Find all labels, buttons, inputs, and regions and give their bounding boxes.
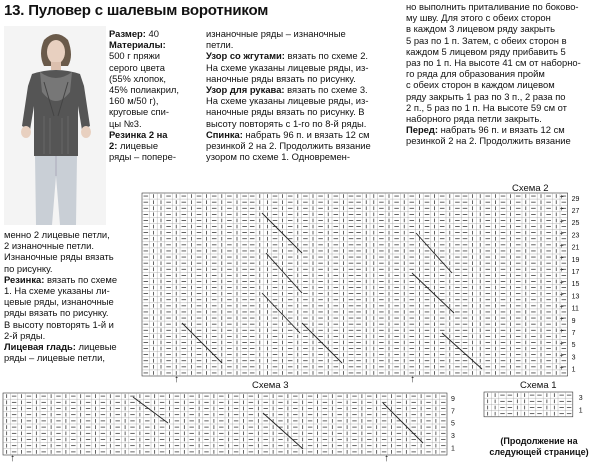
text-run: набрать 96 п. и вязать 12 см xyxy=(245,128,370,140)
text-run: 2 п., 5 раз по 1 п. На высоте 59 см от xyxy=(406,101,567,113)
text-line xyxy=(206,129,371,140)
text-run: В высоту повторять 1-й и xyxy=(4,318,114,330)
column2-text xyxy=(206,28,371,162)
text-line xyxy=(406,79,581,90)
text-run: узором по схеме 1. Одновремен- xyxy=(206,151,350,163)
text-run: На схеме указаны лицевые ряды, из- xyxy=(206,61,369,73)
text-line xyxy=(406,102,581,113)
text-run: круговые спи- xyxy=(109,106,169,118)
plus-mark: + xyxy=(559,316,564,323)
row-label: 27 xyxy=(571,207,580,215)
row-label: 1 xyxy=(578,407,583,415)
row-label: 19 xyxy=(571,256,580,264)
text-line xyxy=(4,307,117,318)
text-line xyxy=(206,140,371,151)
row-label: 29 xyxy=(571,195,580,203)
plus-mark: + xyxy=(559,328,564,336)
bold-heading: Узор для рукава: xyxy=(206,84,288,96)
text-line xyxy=(206,151,371,162)
text-run: раз по 1 п. На высоте 41 см от наборно- xyxy=(406,57,581,69)
plus-mark: + xyxy=(559,206,564,214)
row-label: 9 xyxy=(451,395,455,403)
text-line xyxy=(206,84,371,95)
plus-mark: + xyxy=(559,364,564,372)
scheme2-grid xyxy=(142,193,568,376)
text-run: 5 раз по 1 п. Затем, с обеих сторон в xyxy=(406,34,567,46)
text-run: 1. На схеме указаны ли- xyxy=(4,285,110,297)
scheme1-row-labels xyxy=(579,395,583,414)
row-label: 1 xyxy=(451,445,455,453)
text-run: 2-й ряды. xyxy=(4,329,46,341)
cable-cross-line xyxy=(302,323,342,363)
plus-mark: + xyxy=(559,255,564,262)
text-run: вязать по схеме xyxy=(46,273,118,285)
bold-heading: Резинка: xyxy=(4,273,47,285)
cable-cross-line xyxy=(383,403,423,443)
text-line xyxy=(109,50,179,61)
text-line xyxy=(4,319,117,330)
plus-mark: + xyxy=(559,303,564,311)
plus-mark: + xyxy=(559,242,564,250)
text-line xyxy=(4,330,117,341)
cable-cross-line xyxy=(442,333,482,369)
text-line xyxy=(109,28,179,39)
text-run: 40 xyxy=(148,28,159,39)
plus-mark: + xyxy=(559,194,564,201)
cable-cross-line xyxy=(133,397,168,423)
text-run: (55% хлопок, xyxy=(109,72,166,84)
text-line xyxy=(4,352,117,363)
text-run: менно 2 лицевые петли, xyxy=(4,229,110,240)
scheme1-grid xyxy=(484,392,573,417)
bold-heading: Материалы: xyxy=(109,39,166,51)
cable-cross-line xyxy=(263,413,303,449)
scheme1-title: Схема 1 xyxy=(520,380,557,391)
text-run: ряды – лицевые петли, xyxy=(4,352,105,364)
plus-mark: + xyxy=(559,267,564,275)
cable-cross-line xyxy=(182,323,222,363)
column1-bottom-text xyxy=(4,229,117,363)
plus-mark: + xyxy=(559,352,564,360)
text-run: ряды – попере- xyxy=(109,151,176,163)
text-run: 160 м/50 г), xyxy=(109,95,159,107)
text-line xyxy=(206,28,371,39)
text-run: каждом 5 лицевом ряду прибавить 5 xyxy=(406,45,566,57)
bold-heading: Резинка 2 на xyxy=(109,128,168,140)
text-line xyxy=(206,106,371,117)
text-line xyxy=(109,39,179,50)
text-line xyxy=(109,140,179,151)
cable-cross-line xyxy=(416,233,452,273)
row-label: 11 xyxy=(571,305,579,313)
plus-mark: + xyxy=(559,340,564,348)
text-line xyxy=(206,50,371,61)
row-label: 5 xyxy=(451,420,455,428)
text-run: му шву. Для этого с обеих сторон xyxy=(406,12,551,24)
cable-cross-line xyxy=(266,253,302,293)
scheme1-chart xyxy=(484,392,596,418)
text-line xyxy=(206,62,371,73)
row-label: 9 xyxy=(571,317,576,325)
row-label: 17 xyxy=(571,268,580,276)
continuation-note xyxy=(480,436,598,458)
text-line xyxy=(406,135,581,146)
text-run: серого цвета xyxy=(109,61,165,73)
bold-heading: 2: xyxy=(109,140,120,152)
plus-mark: + xyxy=(559,218,564,226)
text-line xyxy=(109,151,179,162)
text-run: цы №3. xyxy=(109,117,142,129)
text-run: вязать по схеме 2. xyxy=(287,50,369,62)
continuation-line-1: (Продолжение на xyxy=(500,436,578,446)
text-run: вязать по схеме 3. xyxy=(287,84,368,96)
scheme2-title: Схема 2 xyxy=(512,183,549,194)
bold-heading: Размер: xyxy=(109,28,149,39)
bold-heading: Спинка: xyxy=(206,128,246,140)
row-label: 3 xyxy=(571,354,576,362)
text-run: Изнаночные ряды вязать xyxy=(4,251,114,263)
text-line xyxy=(109,73,179,84)
scheme3-chart xyxy=(3,393,471,457)
text-run: изнаночные ряды – изнаночные xyxy=(206,28,346,39)
text-line xyxy=(406,91,581,102)
row-label: 3 xyxy=(578,394,583,402)
text-run: лицевые xyxy=(119,140,159,152)
row-label: 3 xyxy=(451,433,455,441)
text-line xyxy=(109,106,179,117)
plus-mark: + xyxy=(559,291,564,299)
cable-cross-line xyxy=(262,213,302,253)
row-label: 23 xyxy=(571,232,580,240)
text-line xyxy=(4,274,117,285)
continuation-line-2: следующей странице) xyxy=(489,447,589,457)
text-line xyxy=(406,23,581,34)
text-run: набрать 96 п. и вязать 12 см xyxy=(440,124,565,136)
scheme2-row-labels xyxy=(572,196,580,374)
text-run: но выполнить приталивание по боково- xyxy=(406,1,579,12)
text-line xyxy=(4,229,117,240)
text-line xyxy=(4,341,117,352)
column1-top-text xyxy=(109,28,179,162)
row-label: 21 xyxy=(571,244,580,252)
scheme3-title: Схема 3 xyxy=(252,380,289,391)
text-run: резинкой 2 на 2. Продолжить вязание xyxy=(206,140,371,152)
text-line xyxy=(406,46,581,57)
bold-heading: Лицевая гладь: xyxy=(4,341,79,353)
text-line xyxy=(406,35,581,46)
row-label: 15 xyxy=(571,281,580,289)
row-label: 7 xyxy=(451,408,455,416)
bold-heading: Перед: xyxy=(406,124,441,136)
text-line xyxy=(406,12,581,23)
text-line xyxy=(206,95,371,106)
text-line xyxy=(206,73,371,84)
page-title: 13. Пуловер с шалевым воротником xyxy=(4,2,269,19)
scheme3-grid xyxy=(3,393,447,455)
text-run: петли. xyxy=(206,39,234,51)
text-run: наборного ряда петли закрыть. xyxy=(406,113,542,125)
text-line xyxy=(109,95,179,106)
text-line xyxy=(4,251,117,262)
text-run: ряды вязать по рисунку. xyxy=(4,307,109,319)
text-run: по рисунку. xyxy=(4,262,53,274)
text-run: наночные ряды вязать по рисунку. xyxy=(206,72,356,84)
arrow-up-icon: ↑ xyxy=(10,453,15,464)
scheme2-chart xyxy=(142,193,598,377)
plus-mark: + xyxy=(559,230,564,238)
text-line xyxy=(109,62,179,73)
column3-text xyxy=(406,1,581,147)
text-run: 2 изнаночные петли. xyxy=(4,240,94,252)
woman-in-pullover-image xyxy=(4,26,106,225)
text-run: в каждом 3 лицевом ряду закрыть xyxy=(406,23,555,35)
text-run: цевые ряды, изнаночные xyxy=(4,296,114,308)
text-run: наночные ряды вязать по рисунку. В xyxy=(206,106,365,118)
text-line xyxy=(109,129,179,140)
row-label: 13 xyxy=(571,293,580,301)
text-line xyxy=(4,240,117,251)
text-run: 500 г пряжи xyxy=(109,50,161,62)
row-label: 5 xyxy=(571,342,576,350)
arrow-up-icon: ↑ xyxy=(384,453,389,464)
bold-heading: Узор со жгутами: xyxy=(206,50,288,62)
text-line xyxy=(406,124,581,135)
text-line xyxy=(4,285,117,296)
text-run: с обеих сторон в каждом лицевом xyxy=(406,79,555,91)
text-run: резинкой 2 на 2. Продолжить вязание xyxy=(406,135,571,147)
text-line xyxy=(4,263,117,274)
text-run: го ряда для образования пройм xyxy=(406,68,545,80)
text-line xyxy=(406,57,581,68)
plus-mark: + xyxy=(559,279,564,287)
cable-cross-line xyxy=(412,273,454,313)
text-run: 45% полиакрил, xyxy=(109,84,180,96)
text-line xyxy=(206,118,371,129)
row-label: 1 xyxy=(571,366,576,374)
text-run: высоту повторять с 1-го по 8-й ряды. xyxy=(206,117,367,129)
text-line xyxy=(206,39,371,50)
text-line xyxy=(4,296,117,307)
text-line xyxy=(109,118,179,129)
text-line xyxy=(406,68,581,79)
text-line xyxy=(406,113,581,124)
text-run: На схеме указаны лицевые ряды, из- xyxy=(206,95,369,107)
scheme3-row-labels xyxy=(451,396,455,453)
text-run: лицевые xyxy=(78,341,117,353)
arrow-up-icon: ↑ xyxy=(410,374,415,385)
row-label: 7 xyxy=(571,329,576,337)
model-photo xyxy=(4,26,106,225)
arrow-up-icon: ↑ xyxy=(174,374,179,385)
text-line xyxy=(109,84,179,95)
text-run: ряду закрыть 1 раз по 3 п., 2 раза по xyxy=(406,90,566,102)
row-label: 25 xyxy=(571,220,580,228)
text-line xyxy=(406,1,581,12)
